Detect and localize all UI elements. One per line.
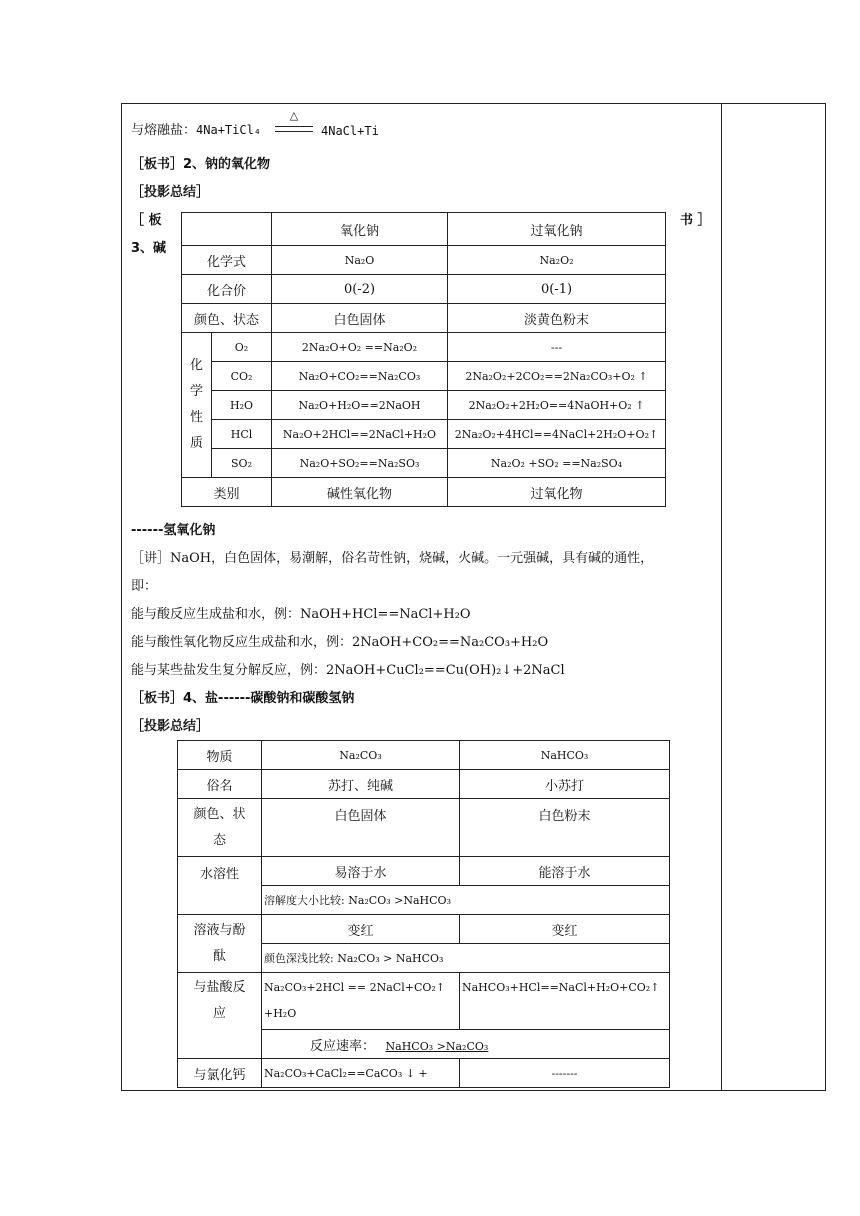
board-4-heading: ［板书］4、盐------碳酸钠和碳酸氢钠 bbox=[131, 691, 355, 706]
property-salt: 能与某些盐发生复分解反应，例：2NaOH+CuCl₂==Cu(OH)₂↓+2NaCl bbox=[131, 663, 565, 678]
board-3-heading-left2: 3、碱 bbox=[131, 241, 167, 256]
cell: 小苏打 bbox=[460, 770, 670, 799]
color-compare: 颜色深浅比较: Na₂CO₃ > NaHCO₃ bbox=[262, 944, 670, 973]
reagent: O₂ bbox=[212, 333, 272, 362]
cell: 白色固体 bbox=[272, 304, 448, 333]
rate-label: 反应速率： bbox=[310, 1038, 376, 1054]
rate-row bbox=[262, 1030, 670, 1059]
cell: 2Na₂O₂+2H₂O==4NaOH+O₂ ↑ bbox=[448, 391, 666, 420]
row-label: 颜色、状态 bbox=[182, 304, 272, 333]
cell: 2Na₂O+O₂ ==Na₂O₂ bbox=[272, 333, 448, 362]
molten-salt-label: 与熔融盐： bbox=[131, 123, 197, 138]
board-2-heading: ［板书］2、钠的氧化物 bbox=[131, 157, 271, 172]
lecture-paragraph-cont: 即： bbox=[131, 579, 158, 594]
cell: 变红 bbox=[262, 915, 460, 944]
property-acid: 能与酸反应生成盐和水，例：NaOH+HCl==NaCl+H₂O bbox=[131, 607, 471, 622]
carbonate-table bbox=[177, 740, 670, 1088]
equals-sign bbox=[275, 126, 313, 132]
row-label: 物质 bbox=[178, 741, 262, 770]
cell: 过氧化物 bbox=[448, 478, 666, 507]
row-label: 溶液与酚 酞 bbox=[178, 915, 262, 973]
cell: Na₂O bbox=[272, 246, 448, 275]
molten-salt-rhs: 4NaCl+Ti bbox=[321, 124, 379, 138]
molten-salt-line bbox=[131, 124, 261, 137]
property-acid-oxide: 能与酸性氧化物反应生成盐和水，例：2NaOH+CO₂==Na₂CO₃+H₂O bbox=[131, 635, 549, 650]
cell: ------- bbox=[460, 1059, 670, 1088]
reagent: SO₂ bbox=[212, 449, 272, 478]
molten-salt-lhs: 4Na+TiCl₄ bbox=[196, 123, 262, 137]
cell: 碱性氧化物 bbox=[272, 478, 448, 507]
heat-condition: △ bbox=[289, 109, 299, 122]
sodium-oxide-table bbox=[181, 212, 666, 507]
cell: Na₂O₂ +SO₂ ==Na₂SO₄ bbox=[448, 449, 666, 478]
solubility-compare: 溶解度大小比较: Na₂CO₃ >NaHCO₃ bbox=[262, 886, 670, 915]
reagent: H₂O bbox=[212, 391, 272, 420]
cell: 能溶于水 bbox=[460, 857, 670, 886]
reagent: HCl bbox=[212, 420, 272, 449]
projection-summary-1: ［投影总结］ bbox=[131, 185, 210, 200]
cell: NaHCO₃ bbox=[460, 741, 670, 770]
cell: 苏打、纯碱 bbox=[262, 770, 460, 799]
right-column-divider bbox=[721, 103, 722, 1091]
cell: Na₂O₂ bbox=[448, 246, 666, 275]
cell: Na₂CO₃ bbox=[262, 741, 460, 770]
cell: Na₂O+SO₂==Na₂SO₃ bbox=[272, 449, 448, 478]
cell: Na₂O+2HCl==2NaCl+H₂O bbox=[272, 420, 448, 449]
lecture-paragraph: ［讲］NaOH，白色固体，易潮解，俗名苛性钠，烧碱，火碱。一元强碱，具有碱的通性， bbox=[131, 551, 654, 566]
cell: 白色粉末 bbox=[460, 799, 670, 857]
projection-summary-2: ［投影总结］ bbox=[131, 719, 210, 734]
cell: 淡黄色粉末 bbox=[448, 304, 666, 333]
cell: 2Na₂O₂+2CO₂==2Na₂CO₃+O₂ ↑ bbox=[448, 362, 666, 391]
row-label: 化学式 bbox=[182, 246, 272, 275]
naoh-heading: ------氢氧化钠 bbox=[131, 523, 216, 538]
row-label: 水溶性 bbox=[178, 857, 262, 915]
oxide-header-na2o: 氧化钠 bbox=[272, 213, 448, 246]
cell: 白色固体 bbox=[262, 799, 460, 857]
oxide-header-na2o2: 过氧化钠 bbox=[448, 213, 666, 246]
cell: 0(-1) bbox=[448, 275, 666, 304]
row-label: 俗名 bbox=[178, 770, 262, 799]
board-3-heading-right: 书 ］ bbox=[680, 213, 711, 228]
oxide-header-empty bbox=[182, 213, 272, 246]
row-label: 化合价 bbox=[182, 275, 272, 304]
row-label: 与氯化钙 bbox=[178, 1059, 262, 1088]
row-label: 类别 bbox=[182, 478, 272, 507]
cell: NaHCO₃+HCl==NaCl+H₂O+CO₂↑ bbox=[460, 973, 670, 1030]
row-label: 与盐酸反 应 bbox=[178, 973, 262, 1059]
cell: 0(-2) bbox=[272, 275, 448, 304]
chemical-property-label: 化 学 性 质 bbox=[182, 333, 212, 478]
cell: Na₂O+H₂O==2NaOH bbox=[272, 391, 448, 420]
cell: --- bbox=[448, 333, 666, 362]
cell: 2Na₂O₂+4HCl==4NaCl+2H₂O+O₂↑ bbox=[448, 420, 666, 449]
rate-value: NaHCO₃ >Na₂CO₃ bbox=[385, 1039, 489, 1053]
cell: Na₂CO₃+2HCl == 2NaCl+CO₂↑ +H₂O bbox=[262, 973, 460, 1030]
reagent: CO₂ bbox=[212, 362, 272, 391]
row-label: 颜色、状 态 bbox=[178, 799, 262, 857]
cell: 易溶于水 bbox=[262, 857, 460, 886]
cell: Na₂O+CO₂==Na₂CO₃ bbox=[272, 362, 448, 391]
cell: 变红 bbox=[460, 915, 670, 944]
board-3-heading-left: ［ 板 bbox=[131, 213, 162, 228]
cell: Na₂CO₃+CaCl₂==CaCO₃ ↓ + bbox=[262, 1059, 460, 1088]
